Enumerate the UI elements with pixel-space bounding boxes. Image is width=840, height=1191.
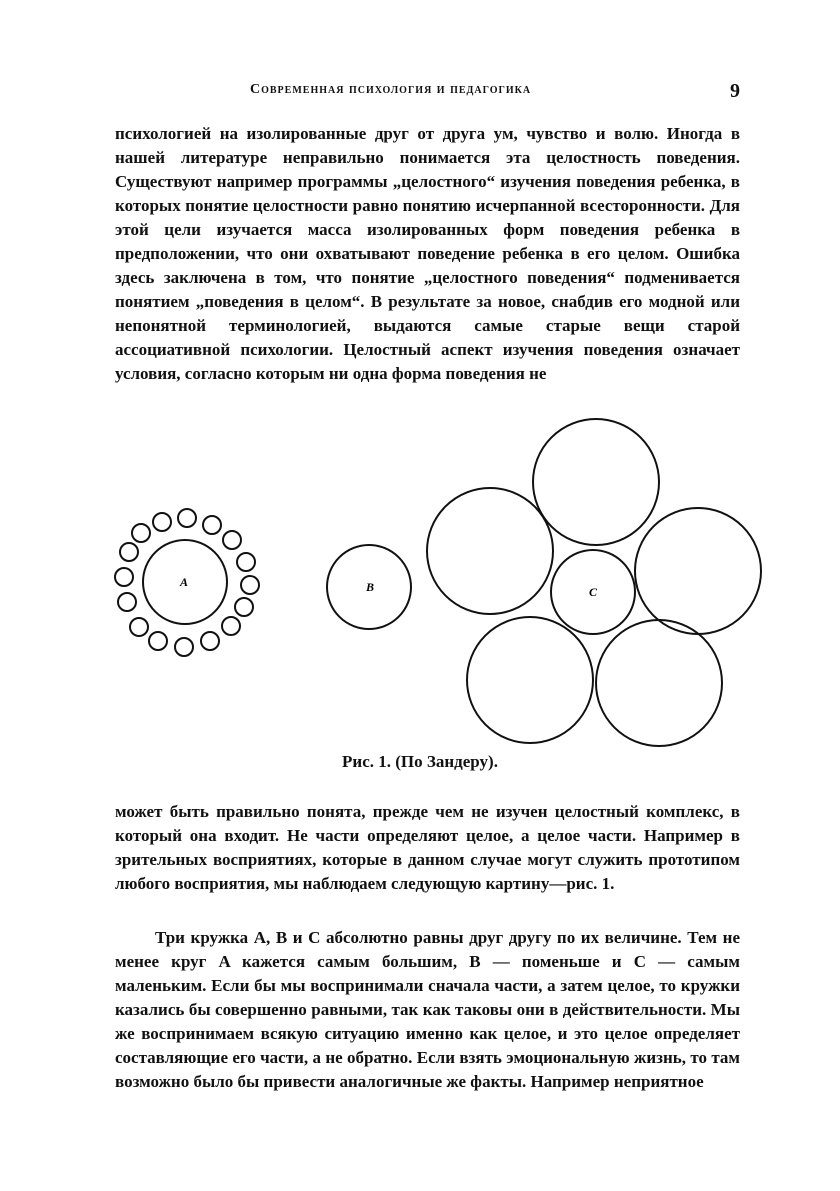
paragraph-3-text: Три кружка A, B и C абсолютно равны друг другу по их величине. Тем не менее круг A кажется самым большим, B — поменьше и C — самым маленьким. Если бы мы воспринимали сначала части, а затем целое, то кружки казались бы совершенно равными, так как таковы они в действительности. Мы же воспринимаем всякую ситуацию именно как целое, и это целое определяет составляющие его части, а не обратно. Если взять эмоциональную жизнь, то там возможно было бы привести аналогичные же факты. Например неприятное	[115, 928, 740, 1091]
label-c: C	[588, 585, 598, 599]
large-circle-upper-left	[427, 488, 553, 614]
figure-caption: Рис. 1. (По Зандеру).	[342, 752, 498, 771]
paragraph-2	[115, 800, 740, 896]
running-title: Современная психология и педагогика	[250, 82, 532, 97]
large-circle-lower-right	[596, 620, 722, 746]
paragraph-1-text: психологией на изолированные друг от друга ум, чувство и волю. Иногда в нашей литературе неправильно понимается эта целостность поведения. Существуют например программы „целостного“ изучения поведения ребенка, в которых понятие целостности равно понятию исчерпанной всесторонности. Для этой цели изучается масса изолированных форм поведения ребенка в предположении, что они охватывают поведение ребенка в его целом. Ошибка здесь заключена в том, что понятие „целостного поведения“ подменивается понятием „поведения в целом“. В результате за новое, снабдив его модной или непонятной терминологией, выдаются самые старые вещи старой ассоциативной психологии. Целостный аспект изучения поведения означает условия, согласно которым ни одна форма поведения не	[115, 124, 740, 383]
paragraph-1	[115, 122, 740, 386]
paragraph-3	[115, 926, 740, 1094]
large-circle-lower-left	[467, 617, 593, 743]
label-b: B	[365, 580, 375, 594]
large-circle-top	[533, 419, 659, 545]
page-header	[115, 80, 740, 104]
page-number: 9	[730, 80, 740, 102]
figure-circles	[100, 418, 780, 754]
label-a: A	[179, 575, 189, 589]
large-circle-upper-right	[635, 508, 761, 634]
paragraph-2-text: может быть правильно понята, прежде чем не изучен целостный комплекс, в который она входит. Не части определяют целое, а целое части. Например в зрительных восприятиях, которые в данном случае могут служить прототипом любого восприятия, мы наблюдаем следующую картину—рис. 1.	[115, 802, 740, 893]
